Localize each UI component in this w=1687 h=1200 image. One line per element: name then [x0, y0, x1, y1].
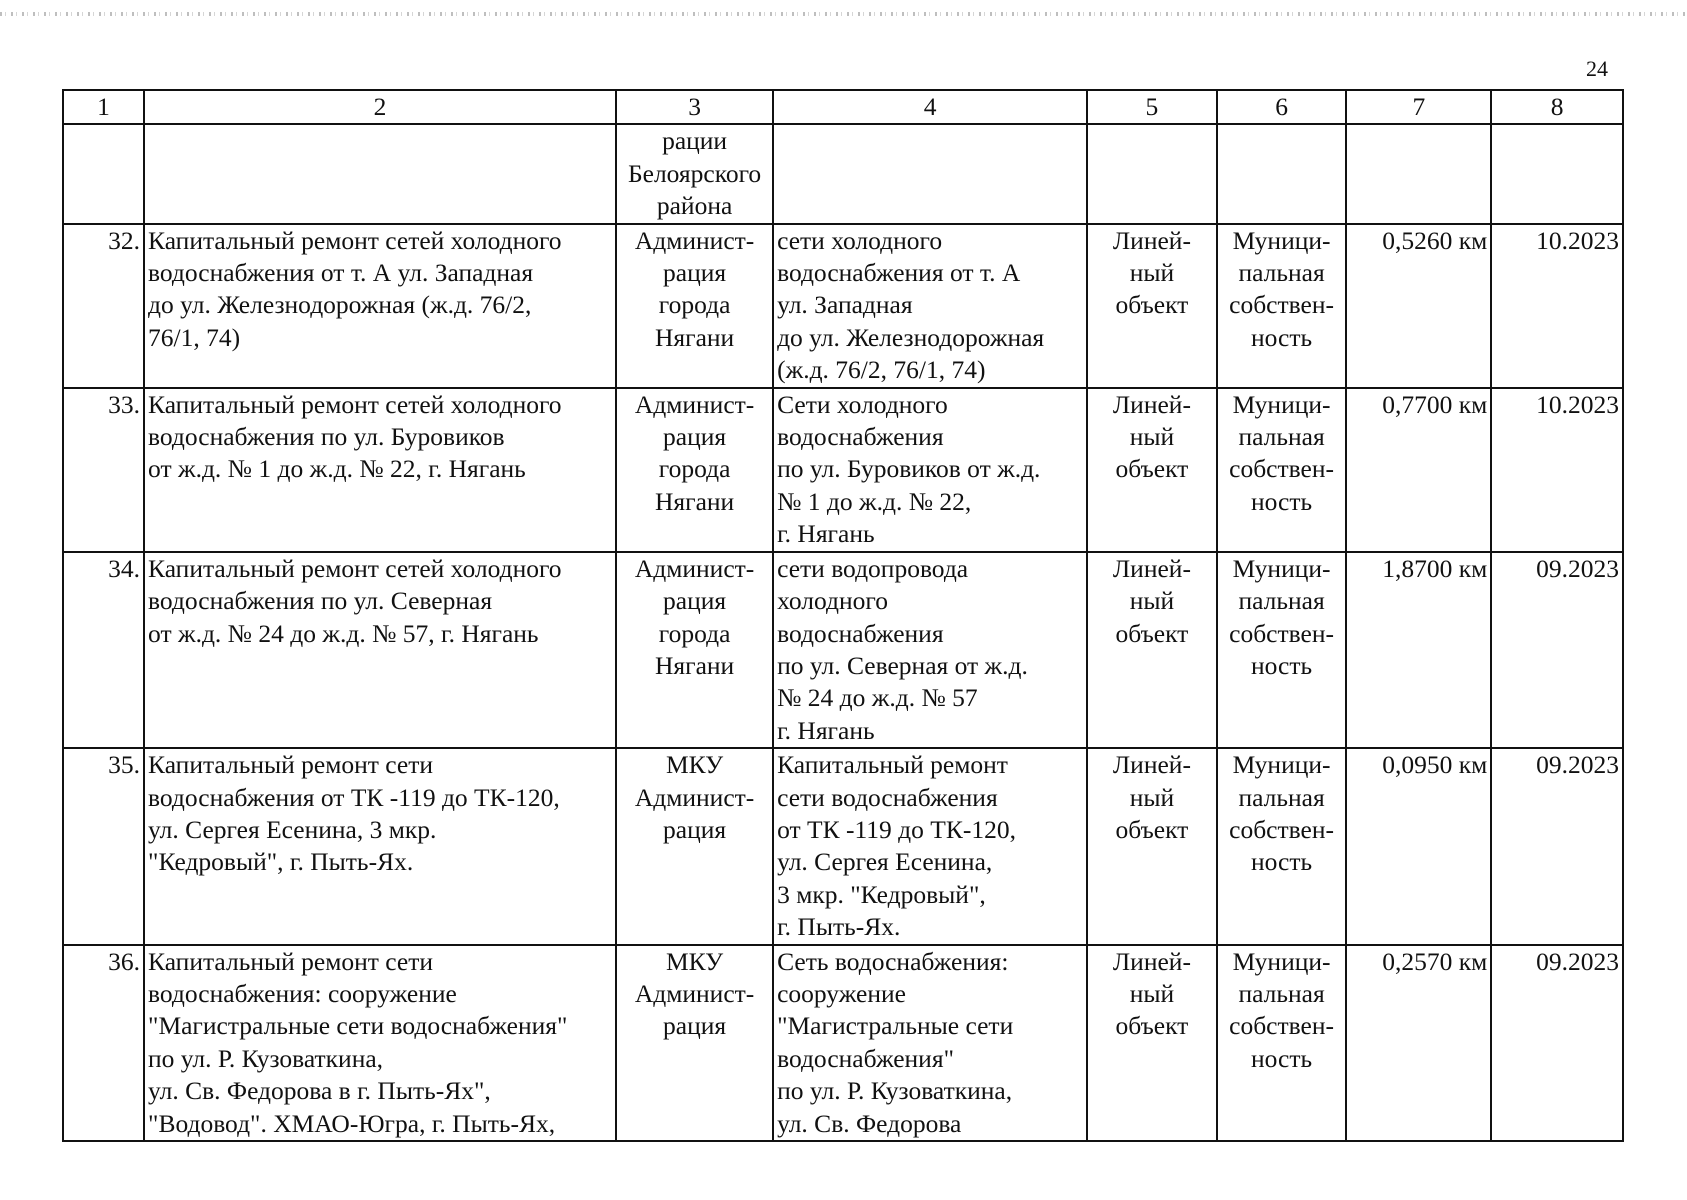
capital-repair-table: [62, 89, 1624, 1142]
page-number: 24: [1586, 56, 1608, 81]
column-header: 4: [773, 90, 1087, 124]
cell-date: 10.2023: [1491, 224, 1623, 388]
cell-object: Сеть водоснабжения: сооружение "Магистральные сети водоснабжения" по ул. Р. Кузоваткина, ул. Св. Федорова: [773, 945, 1087, 1141]
cell-ownership: Муници- пальная собствен- ность: [1217, 945, 1347, 1141]
column-header: 5: [1087, 90, 1217, 124]
cell-authority: Админист- рация города Нягани: [616, 388, 773, 552]
cell-name: Капитальный ремонт сети водоснабжения: сооружение "Магистральные сети водоснабжения" по ул. Р. Кузоваткина, ул. Св. Федорова в г. Пыть-Ях", "Водовод". ХМАО-Югра, г. Пыть-Ях,: [144, 945, 616, 1141]
cell-name: Капитальный ремонт сетей холодного водоснабжения от т. А ул. Западная до ул. Железнодорожная (ж.д. 76/2, 76/1, 74): [144, 224, 616, 388]
cell-ownership: Муници- пальная собствен- ность: [1217, 552, 1347, 748]
cell-number: [63, 124, 144, 223]
cell-authority: МКУ Админист- рация: [616, 945, 773, 1141]
cell-number: 33.: [63, 388, 144, 552]
cell-length: [1346, 124, 1491, 223]
table-row: [63, 388, 1623, 552]
cell-ownership: Муници- пальная собствен- ность: [1217, 748, 1347, 944]
column-header: 8: [1491, 90, 1623, 124]
table-row: [63, 552, 1623, 748]
cell-name: Капитальный ремонт сетей холодного водоснабжения по ул. Северная от ж.д. № 24 до ж.д. № 57, г. Нягань: [144, 552, 616, 748]
cell-ownership: Муници- пальная собствен- ность: [1217, 224, 1347, 388]
cell-type: Линей- ный объект: [1087, 748, 1217, 944]
cell-type: Линей- ный объект: [1087, 945, 1217, 1141]
cell-name: Капитальный ремонт сети водоснабжения от ТК -119 до ТК-120, ул. Сергея Есенина, 3 мкр. "Кедровый", г. Пыть-Ях.: [144, 748, 616, 944]
cell-number: 35.: [63, 748, 144, 944]
cell-length: 0,0950 км: [1346, 748, 1491, 944]
cell-object: сети водопровода холодного водоснабжения по ул. Северная от ж.д. № 24 до ж.д. № 57 г. Нягань: [773, 552, 1087, 748]
scan-edge-artifact: [0, 12, 1687, 16]
column-header: 3: [616, 90, 773, 124]
column-number-header-row: [63, 90, 1623, 124]
cell-type: Линей- ный объект: [1087, 388, 1217, 552]
column-header: 6: [1217, 90, 1347, 124]
continuation-row: [63, 124, 1623, 223]
cell-type: [1087, 124, 1217, 223]
cell-name: Капитальный ремонт сетей холодного водоснабжения по ул. Буровиков от ж.д. № 1 до ж.д. № 22, г. Нягань: [144, 388, 616, 552]
cell-length: 0,5260 км: [1346, 224, 1491, 388]
cell-type: Линей- ный объект: [1087, 552, 1217, 748]
column-header: 2: [144, 90, 616, 124]
column-header: 7: [1346, 90, 1491, 124]
cell-ownership: Муници- пальная собствен- ность: [1217, 388, 1347, 552]
cell-authority: МКУ Админист- рация: [616, 748, 773, 944]
cell-object: сети холодного водоснабжения от т. А ул. Западная до ул. Железнодорожная (ж.д. 76/2, 76/1, 74): [773, 224, 1087, 388]
cell-length: 0,7700 км: [1346, 388, 1491, 552]
cell-authority: рации Белоярского района: [616, 124, 773, 223]
table-row: [63, 748, 1623, 944]
cell-date: [1491, 124, 1623, 223]
cell-date: 09.2023: [1491, 748, 1623, 944]
cell-object: Капитальный ремонт сети водоснабжения от ТК -119 до ТК-120, ул. Сергея Есенина, 3 мкр. "Кедровый", г. Пыть-Ях.: [773, 748, 1087, 944]
cell-length: 0,2570 км: [1346, 945, 1491, 1141]
cell-name: [144, 124, 616, 223]
cell-object: [773, 124, 1087, 223]
cell-date: 10.2023: [1491, 388, 1623, 552]
cell-authority: Админист- рация города Нягани: [616, 552, 773, 748]
cell-number: 32.: [63, 224, 144, 388]
cell-type: Линей- ный объект: [1087, 224, 1217, 388]
cell-number: 36.: [63, 945, 144, 1141]
cell-authority: Админист- рация города Нягани: [616, 224, 773, 388]
table-row: [63, 945, 1623, 1141]
cell-number: 34.: [63, 552, 144, 748]
table-row: [63, 224, 1623, 388]
cell-date: 09.2023: [1491, 552, 1623, 748]
cell-length: 1,8700 км: [1346, 552, 1491, 748]
cell-date: 09.2023: [1491, 945, 1623, 1141]
cell-ownership: [1217, 124, 1347, 223]
cell-object: Сети холодного водоснабжения по ул. Буровиков от ж.д. № 1 до ж.д. № 22, г. Нягань: [773, 388, 1087, 552]
column-header: 1: [63, 90, 144, 124]
